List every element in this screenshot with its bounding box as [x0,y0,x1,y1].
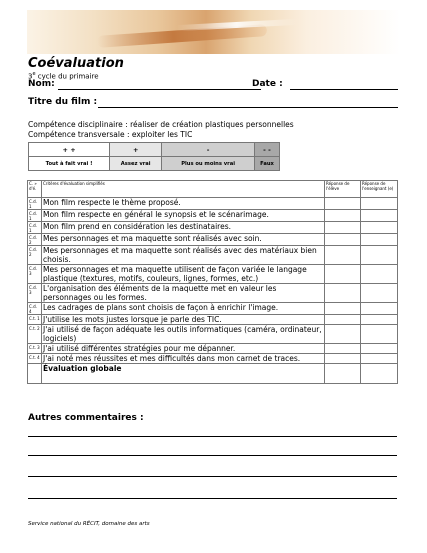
comment-line[interactable] [28,436,397,437]
criteria-text: J'ai utilisé différentes stratégies pour me dépanner. [42,344,325,354]
criteria-text: Mes personnages et ma maquette sont réalisés avec soin. [42,234,325,246]
student-answer-cell[interactable] [325,265,361,284]
criteria-code: C.t. 3 [28,344,42,354]
teacher-answer-cell[interactable] [361,303,398,315]
header-teacher: Réponse de l'enseignant (e) [361,181,398,198]
global-code-cell [28,364,42,384]
criteria-code: C.d. 1 [28,210,42,222]
scale-symbol: + + [29,143,110,157]
comment-line[interactable] [28,476,397,477]
criteria-code: C.t. 4 [28,354,42,364]
student-answer-cell[interactable] [325,284,361,303]
criteria-row [28,265,398,284]
criteria-text: L'organisation des éléments de la maquette met en valeur les personnages ou les formes. [42,284,325,303]
student-answer-cell[interactable] [325,303,361,315]
scale-label: Assez vrai [110,157,162,171]
cycle-superscript: e [32,71,36,77]
header-student: Réponse de l'élève [325,181,361,198]
teacher-answer-cell[interactable] [361,210,398,222]
comment-line[interactable] [28,455,397,456]
teacher-answer-cell[interactable] [361,222,398,234]
student-answer-cell[interactable] [325,222,361,234]
page-title: Coévaluation [28,56,124,71]
criteria-row [28,210,398,222]
criteria-code: C.d. 2 [28,234,42,246]
teacher-answer-cell[interactable] [361,284,398,303]
criteria-text: Les cadrages de plans sont choisis de façon à enrichir l'image. [42,303,325,315]
student-answer-cell[interactable] [325,344,361,354]
teacher-answer-cell[interactable] [361,364,398,384]
scale-symbol: - - [254,143,279,157]
scale-label: Plus ou moins vrai [162,157,255,171]
criteria-row [28,284,398,303]
header-code: C. » d'é. [28,181,42,198]
global-evaluation-label: Évaluation globale [42,364,325,384]
student-answer-cell[interactable] [325,198,361,210]
header-banner [27,10,400,54]
criteria-text: Mon film respecte en général le synopsis et le scénarimage. [42,210,325,222]
criteria-text: Mes personnages et ma maquette sont réalisés avec des matériaux bien choisis. [42,246,325,265]
student-answer-cell[interactable] [325,364,361,384]
film-title-field-line[interactable] [98,107,398,108]
criteria-code: C.t. 2 [28,325,42,344]
teacher-answer-cell[interactable] [361,265,398,284]
teacher-answer-cell[interactable] [361,354,398,364]
date-field-line[interactable] [290,89,398,90]
criteria-row [28,325,398,344]
criteria-text: Mon film prend en considération les destinataires. [42,222,325,234]
comment-line[interactable] [28,498,397,499]
student-answer-cell[interactable] [325,234,361,246]
criteria-row [28,344,398,354]
criteria-row [28,354,398,364]
criteria-code: C.d. 3 [28,265,42,284]
date-label: Date : [252,79,283,89]
criteria-row [28,315,398,325]
comments-label: Autres commentaires : [28,413,144,423]
criteria-code: C.d. 4 [28,303,42,315]
criteria-text: Mon film respecte le thème proposé. [42,198,325,210]
student-answer-cell[interactable] [325,210,361,222]
scale-label: Tout à fait vrai ! [29,157,110,171]
criteria-code: C.t. 1 [28,315,42,325]
teacher-answer-cell[interactable] [361,344,398,354]
film-title-label: Titre du film : [28,97,98,107]
competence-disciplinaire: Compétence disciplinaire : réaliser de création plastiques personnelles [28,120,294,129]
teacher-answer-cell[interactable] [361,315,398,325]
criteria-text: J'utilise les mots justes lorsque je parle des TIC. [42,315,325,325]
student-answer-cell[interactable] [325,325,361,344]
student-answer-cell[interactable] [325,315,361,325]
teacher-answer-cell[interactable] [361,198,398,210]
criteria-text: J'ai noté mes réussites et mes difficultés dans mon carnet de traces. [42,354,325,364]
criteria-row [28,198,398,210]
criteria-text: J'ai utilisé de façon adéquate les outils informatiques (caméra, ordinateur, logiciels) [42,325,325,344]
cycle-text: cycle du primaire [35,72,99,81]
criteria-text: Mes personnages et ma maquette utilisent de façon variée le langage plastique (textures, motifs, couleurs, lignes, formes, etc.) [42,265,325,284]
scale-label: Faux [254,157,279,171]
rating-scale [28,142,280,171]
criteria-row [28,222,398,234]
criteria-code: C.d. 2 [28,246,42,265]
scale-symbol: + [110,143,162,157]
film-title-row [28,97,398,107]
scale-symbol: - [162,143,255,157]
student-answer-cell[interactable] [325,246,361,265]
footer-credit: Service national du RÉCIT, domaine des arts [28,521,150,527]
evaluation-table [27,180,398,384]
criteria-row [28,246,398,265]
criteria-row [28,303,398,315]
criteria-row [28,234,398,246]
teacher-answer-cell[interactable] [361,246,398,265]
teacher-answer-cell[interactable] [361,234,398,246]
teacher-answer-cell[interactable] [361,325,398,344]
cycle-number: 3 [28,72,33,81]
student-answer-cell[interactable] [325,354,361,364]
name-field-line[interactable] [58,89,261,90]
name-label: Nom: [28,79,55,89]
competence-transversale: Compétence transversale : exploiter les TIC [28,130,193,139]
criteria-code: C.d. 1 [28,222,42,234]
criteria-code: C.d. 3 [28,284,42,303]
criteria-code: C.d. 1 [28,198,42,210]
header-criteria: Critères d'évaluation simplifiés [42,181,325,198]
